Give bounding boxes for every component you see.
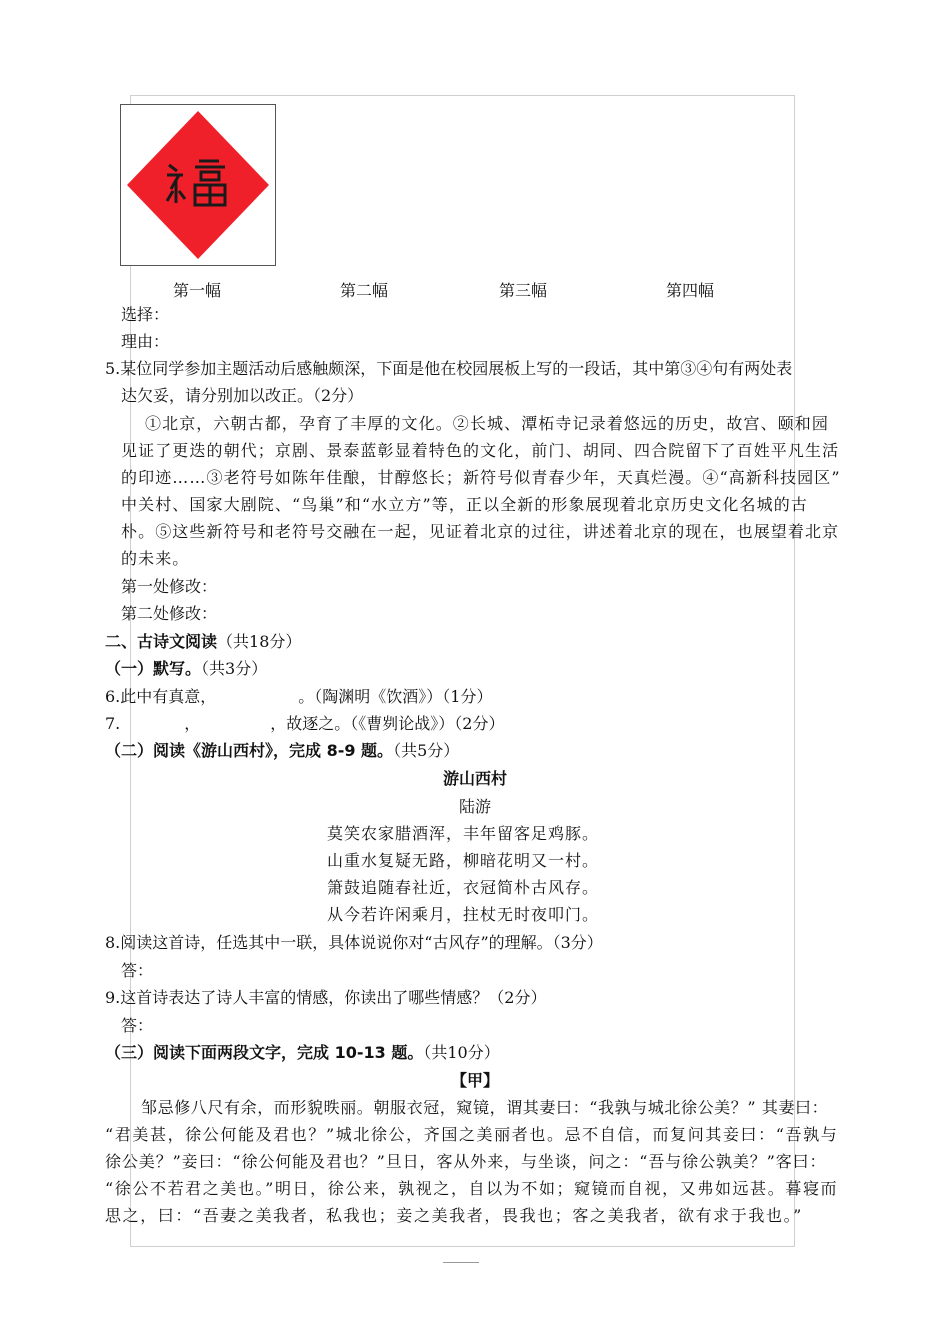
caption-2: 第二幅 (340, 281, 389, 300)
part1-heading (105, 658, 267, 680)
caption-1: 第一幅 (173, 281, 222, 300)
poem-line-2: 山重水复疑无路，柳暗花明又一村。 (327, 851, 600, 870)
section2-score: （共18分） (217, 632, 302, 651)
q8-answer-label: 答： (121, 961, 154, 980)
part2-title: （二）阅读《游山西村》，完成 8-9 题。 (105, 741, 394, 760)
q5-passage-line3: 的印迹……③老符号如陈年佳酿，甘醇悠长；新符号似青春少年，天真烂漫。④“高新科技园区” (121, 468, 841, 487)
q7-prefix: 7. (105, 714, 121, 733)
caption-3: 第三幅 (499, 281, 548, 300)
q6-prefix: 6.此中有真意， (105, 687, 217, 706)
q8: 8.阅读这首诗，任选其中一联，具体说说你对“古风存”的理解。（3分） (105, 933, 603, 952)
part3-title: （三）阅读下面两段文字，完成 10-13 题。 (105, 1043, 424, 1062)
q9-answer-label: 答： (121, 1016, 154, 1035)
poem-line-1: 莫笑农家腊酒浑，丰年留客足鸡豚。 (327, 824, 600, 843)
jia-line-5: 思之，曰：“吾妻之美我者，私我也；妾之美我者，畏我也；客之美我者，欲有求于我也。” (105, 1206, 803, 1225)
part1-score: （共3分） (201, 659, 268, 678)
q9: 9.这首诗表达了诗人丰富的情感，你读出了哪些情感？（2分） (105, 988, 547, 1007)
jia-line-4: “徐公不若君之美也。”明日，徐公来，孰视之，自以为不如；窥镜而自视，又弗如远甚。暮寝而 (105, 1179, 839, 1198)
part3-score: （共10分） (423, 1043, 500, 1062)
q5-passage-line6: 的未来。 (121, 549, 190, 568)
q5-passage-line1: ①北京，六朝古都，孕育了丰厚的文化。②长城、潭柘寺记录着悠远的历史，故宫、颐和园 (145, 414, 830, 433)
part2-heading (105, 740, 459, 762)
q5-passage-line5: 朴。⑤这些新符号和老符号交融在一起，见证着北京的过往，讲述着北京的现在，也展望着北京 (121, 522, 840, 541)
part1-title: （一）默写。 (105, 659, 202, 678)
part3-heading (105, 1042, 500, 1064)
image-captions (0, 278, 950, 300)
q6-suffix: 。（陶渊明《饮酒》）（1分） (298, 687, 493, 706)
poem-author: 陆游 (458, 797, 491, 816)
poem-title: 游山西村 (442, 769, 507, 788)
jia-line-2: “君美甚，徐公何能及君也？”城北徐公，齐国之美丽者也。忌不自信，而复问其妾曰：“吾孰与 (105, 1125, 839, 1144)
fix2-label: 第二处修改： (121, 604, 218, 623)
q6 (105, 686, 492, 708)
jia-heading: 【甲】 (450, 1071, 499, 1090)
fu-image-1 (120, 104, 276, 266)
q7-comma: ， (184, 714, 201, 733)
jia-line-3: 徐公美？”妾曰：“徐公何能及君也？”旦日，客从外来，与坐谈，问之：“吾与徐公孰美？”客曰： (105, 1152, 827, 1171)
section2-title-text: 二、古诗文阅读 (105, 632, 218, 651)
jia-line-1: 邹忌修八尺有余，而形貌昳丽。朝服衣冠，窥镜，谓其妻曰：“我孰与城北徐公美？” 其妻曰： (141, 1098, 829, 1117)
part2-score: （共5分） (393, 741, 460, 760)
poem-line-4: 从今若许闲乘月，拄杖无时夜叩门。 (327, 905, 600, 924)
poem-line-3: 箫鼓追随春社近，衣冠简朴古风存。 (327, 878, 600, 897)
q5-stem-line1: 5.某位同学参加主题活动后感触颇深，下面是他在校园展板上写的一段话，其中第③④句有两处表 (105, 359, 793, 378)
caption-4: 第四幅 (666, 281, 715, 300)
page-number-mark (443, 1262, 479, 1263)
choose-label: 选择： (121, 305, 170, 324)
fu-diamond-image (121, 105, 275, 265)
q5-passage-line2: 见证了更迭的朝代；京剧、景泰蓝彰显着特色的文化，前门、胡同、四合院留下了百姓平凡生活 (121, 441, 840, 460)
q7-suffix: ，故逐之。（《曹刿论战》）（2分） (270, 714, 505, 733)
q7 (105, 713, 504, 735)
fix1-label: 第一处修改： (121, 577, 218, 596)
q5-stem-line2: 达欠妥，请分别加以改正。（2分） (121, 386, 364, 405)
section2-title (105, 631, 301, 653)
q5-passage-line4: 中关村、国家大剧院、“鸟巢”和“水立方”等，正以全新的形象展现着北京历史文化名城的古 (121, 495, 808, 514)
reason-label: 理由： (121, 332, 170, 351)
